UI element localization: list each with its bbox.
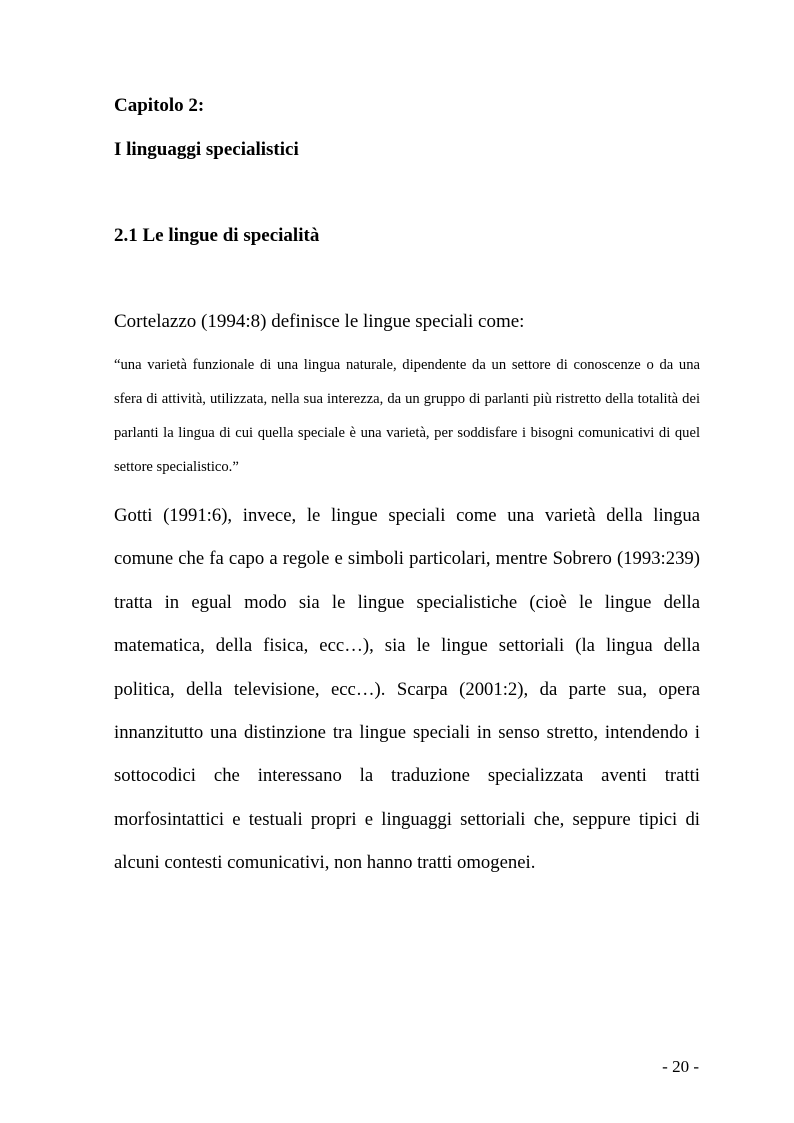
page-number: - 20 - <box>662 1057 699 1076</box>
chapter-label: Capitolo 2: <box>114 95 205 116</box>
definition-quote: “una varietà funzionale di una lingua naturale, dipendente da un settore di conoscenze o da una sfera di attività, utilizzata, nella sua interezza, da un gruppo di parlanti più ristretto della totalità dei parlanti la lingua di cui quella speciale è una varietà, per soddisfare i bisogni comunicativi di quel settore specialistico.” <box>114 357 700 475</box>
body-paragraph: Gotti (1991:6), invece, le lingue speciali come una varietà della lingua comune che fa capo a regole e simboli particolari, mentre Sobrero (1993:239) tratta in egual modo sia le lingue specialistiche (cioè le lingue della matematica, della fisica, ecc…), sia le lingue settoriali (la lingua della politica, della televisione, ecc…). Scarpa (2001:2), da parte sua, opera innanzitutto una distinzione tra lingue speciali in senso stretto, intendendo i sottocodici che interessano la traduzione specializzata aventi tratti morfosintattici e testuali propri e linguaggi settoriali che, seppure tipici di alcuni contesti comunicativi, non hanno tratti omogenei. <box>114 505 700 874</box>
section-title: 2.1 Le lingue di specialità <box>114 225 320 246</box>
chapter-title: I linguaggi specialistici <box>114 139 299 160</box>
intro-paragraph: Cortelazzo (1994:8) definisce le lingue speciali come: <box>114 311 525 332</box>
